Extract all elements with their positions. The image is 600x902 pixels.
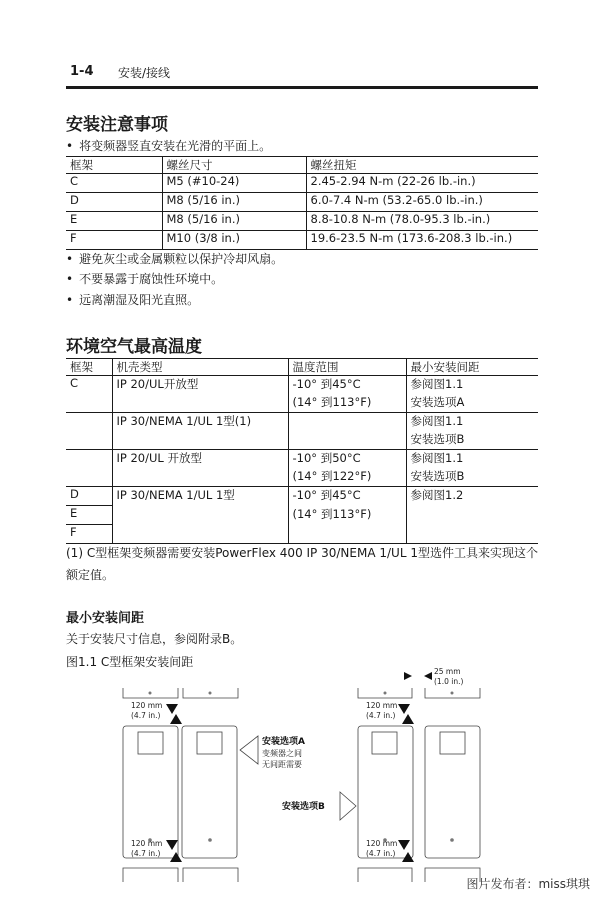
table-row	[66, 212, 538, 231]
cell-spacing: 安装选项B	[406, 431, 538, 450]
section-title-install-notes: 安装注意事项	[66, 115, 168, 135]
table-header-row	[66, 359, 538, 376]
cell-enclosure: IP 20/UL 开放型	[112, 450, 288, 469]
dim-top-right-in: (4.7 in.)	[366, 711, 396, 720]
table-row	[66, 193, 538, 212]
cell-enclosure: IP 30/NEMA 1/UL 1型(1)	[112, 413, 288, 432]
cell-frame: C	[70, 376, 79, 390]
table-header-row	[66, 157, 538, 174]
cell-temp: (14° 到122°F)	[288, 468, 406, 487]
cell-torque: 8.8-10.8 N-m (78.0-95.3 lb.-in.)	[306, 212, 538, 231]
table-row	[66, 450, 538, 469]
screw-torque-table	[66, 156, 538, 250]
dim-side-mm: 25 mm	[434, 667, 461, 676]
table-row	[66, 174, 538, 193]
table-row	[66, 506, 538, 525]
dim-bottom-left-in: (4.7 in.)	[131, 849, 161, 858]
cell-size: M8 (5/16 in.)	[162, 212, 306, 231]
cell-enclosure: IP 20/UL开放型	[112, 376, 288, 395]
section-title-ambient-temp: 环境空气最高温度	[66, 337, 202, 357]
cell-temp: -10° 到45°C	[288, 376, 406, 395]
cell-torque: 19.6-23.5 N-m (173.6-208.3 lb.-in.)	[306, 231, 538, 250]
table-row	[66, 525, 538, 544]
bullet-corrosive: • 不要暴露于腐蚀性环境中。	[66, 270, 223, 287]
option-a-note-1: 变频器之间	[262, 749, 302, 758]
table-row	[66, 413, 538, 432]
cell-frame: E	[66, 212, 162, 231]
dim-top-left-mm: 120 mm	[131, 701, 163, 710]
section-header: 安装/接线	[118, 66, 171, 80]
header-frame: 框架	[66, 359, 112, 376]
appendix-reference: 关于安装尺寸信息，参阅附录B。	[66, 632, 243, 646]
table-footnote: (1) C型框架变频器需要安装PowerFlex 400 IP 30/NEMA 1/UL 1型选件工具来实现这个额定值。	[66, 546, 538, 582]
cell-temp: (14° 到113°F)	[288, 506, 406, 525]
drive-right-a-display	[372, 732, 397, 754]
header-screw-size: 螺丝尺寸	[162, 157, 306, 174]
drive-bottom-right-a	[358, 868, 412, 882]
option-b-label: 安装选项B	[282, 802, 325, 812]
cell-frame: D	[66, 487, 112, 506]
header-rule	[66, 86, 538, 89]
cell-spacing: 参阅图1.1	[406, 450, 538, 469]
table-row	[66, 431, 538, 450]
drive-right-b	[425, 726, 480, 858]
dim-bottom-left-mm: 120 mm	[131, 839, 163, 848]
bullet-dust: • 避免灰尘或金属颗粒以保护冷却风扇。	[66, 250, 283, 267]
cell-frame: C	[66, 174, 162, 193]
cell-torque: 6.0-7.4 N-m (53.2-65.0 lb.-in.)	[306, 193, 538, 212]
cell-size: M10 (3/8 in.)	[162, 231, 306, 250]
cell-temp: -10° 到45°C	[288, 487, 406, 506]
cell-spacing: 参阅图1.2	[406, 487, 538, 506]
cell-size: M8 (5/16 in.)	[162, 193, 306, 212]
dim-bottom-right-in: (4.7 in.)	[366, 849, 396, 858]
cell-size: M5 (#10-24)	[162, 174, 306, 193]
ambient-temp-table	[66, 358, 538, 544]
cell-frame: F	[66, 525, 112, 544]
drive-left-b	[182, 726, 237, 858]
cell-spacing: 参阅图1.1	[406, 376, 538, 395]
header-min-spacing: 最小安装间距	[406, 359, 538, 376]
cell-torque: 2.45-2.94 N-m (22-26 lb.-in.)	[306, 174, 538, 193]
table-row	[66, 394, 538, 413]
option-b-arrow	[340, 792, 356, 820]
cell-spacing: 安装选项A	[406, 394, 538, 413]
header-frame: 框架	[66, 157, 162, 174]
dim-bottom-right-mm: 120 mm	[366, 839, 398, 848]
dim-top-right-mm: 120 mm	[366, 701, 398, 710]
header-screw-torque: 螺丝扭矩	[306, 157, 538, 174]
drive-right-b-display	[440, 732, 465, 754]
drive-left-a-display	[138, 732, 163, 754]
watermark: 图片发布者：miss琪琪	[466, 877, 590, 891]
drive-left-b-display	[197, 732, 222, 754]
bullet-moisture: • 远离潮湿及阳光直照。	[66, 291, 199, 308]
header-enclosure: 机壳类型	[112, 359, 288, 376]
table-row	[66, 376, 538, 395]
cell-frame: D	[66, 193, 162, 212]
option-a-note-2: 无间距需要	[262, 760, 302, 769]
page-number: 1-4	[70, 64, 94, 79]
table-row	[66, 487, 538, 506]
option-a-arrow	[240, 736, 258, 764]
cell-frame: F	[66, 231, 162, 250]
mounting-clearance-figure	[0, 660, 600, 882]
figure-caption: 图1.1 C型框架安装间距	[66, 655, 194, 669]
cell-spacing: 安装选项B	[406, 468, 538, 487]
table-row	[66, 231, 538, 250]
cell-spacing: 参阅图1.1	[406, 413, 538, 432]
drive-bottom-left-b	[183, 868, 238, 882]
cell-frame: E	[66, 506, 112, 525]
section-title-min-spacing: 最小安装间距	[66, 611, 145, 626]
header-temp-range: 温度范围	[288, 359, 406, 376]
drive-bottom-left-a	[123, 868, 178, 882]
dim-top-left-in: (4.7 in.)	[131, 711, 161, 720]
cell-temp: -10° 到50°C	[288, 450, 406, 469]
bullet-mount-vertical: • 将变频器竖直安装在光滑的平面上。	[66, 137, 271, 154]
cell-temp: (14° 到113°F)	[288, 394, 406, 413]
cell-enclosure: IP 30/NEMA 1/UL 1型	[112, 487, 288, 506]
option-a-label: 安装选项A	[262, 737, 305, 747]
table-row	[66, 468, 538, 487]
dim-side-in: (1.0 in.)	[434, 677, 464, 686]
